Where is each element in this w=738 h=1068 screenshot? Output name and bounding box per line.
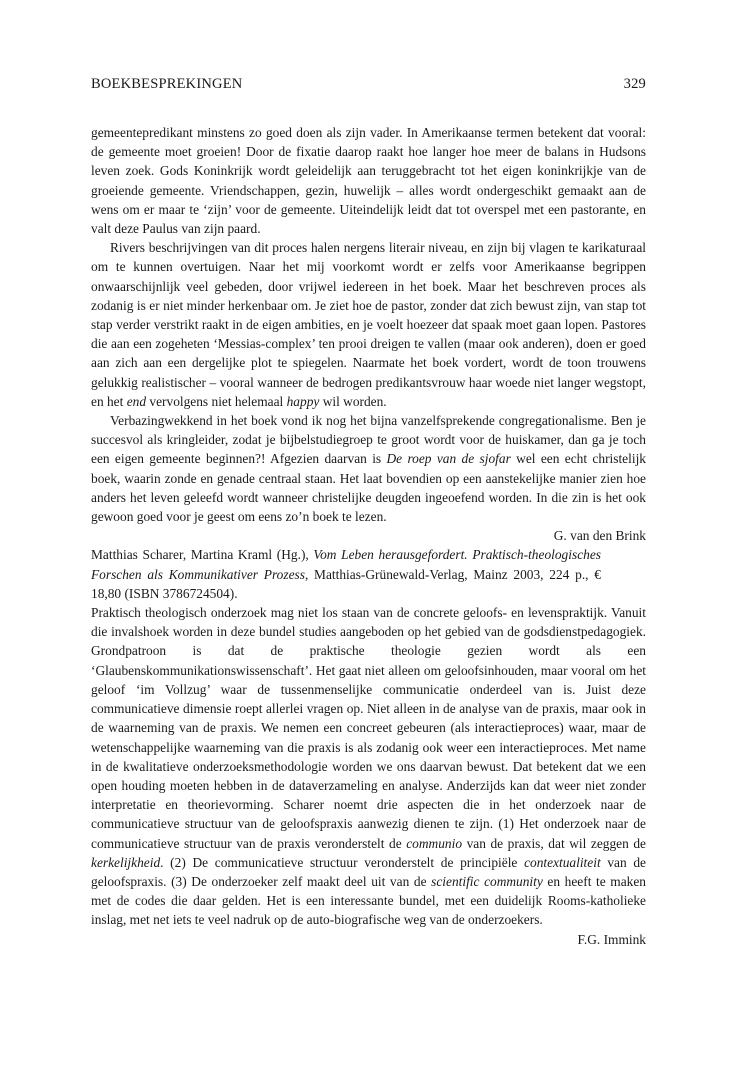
- italic-text: De roep van de sjofar: [386, 451, 511, 467]
- italic-text: end: [126, 393, 147, 409]
- italic-text: scientific community: [431, 873, 543, 889]
- page-body: [91, 123, 646, 949]
- running-header: [91, 76, 646, 96]
- text-run: vervolgens niet helemaal: [146, 393, 287, 409]
- italic-text: happy: [286, 393, 320, 409]
- review2-paragraph: [91, 603, 646, 929]
- review1-signature: G. van den Brink: [553, 528, 646, 544]
- text-run: van de geloofspraxis. (3) De onderzoeker zelf maakt deel uit van de: [91, 854, 647, 889]
- italic-text: communio: [406, 835, 463, 851]
- section-title: BOEKBESPREKINGEN: [91, 76, 243, 92]
- text-run: Rivers beschrijvingen van dit proces halen nergens literair niveau, en zijn bij vlagen te karikaturaal om te kunnen overtuigen. Naar het mij voorkomt wordt er zelfs voor Amerikaanse begrippen onwaarschijnlijk veel gebeden, door vrijwel iedereen in het boek. Maar het beschreven proces als zodanig is er niet minder herkenbaar om. Je ziet hoe de pastor, zonder dat zich bewust zijn, van stap tot stap verder verstrikt raakt in de eigen ambities, en je voelt hoezeer dat spaak moet gaan lopen. Pastores die aan een zogeheten ‘Messias-complex’ ten prooi dreigen te vallen (maar ook anderen), doen er goed aan zich aan een dergelijke plot te spiegelen. Naarmate het boek vordert, wordt de toon trouwens gelukkig realistischer – vooral wanneer de bedrogen predikantsvrouw haar woede niet langer wegstopt, en het: [91, 240, 646, 409]
- text-run: gemeentepredikant minstens zo goed doen als zijn vader. In Amerikaanse termen betekent dat vooral: de gemeente moet groeien! Door de fixatie daarop raakt hoe langer hoe meer de balans in Hudsons leven zoek. Gods Koninkrijk wordt geleidelijk aan teruggebracht tot het eigen koninkrijkje van de groeiende gemeente. Vriendschappen, gezin, huwelijk – alles wordt ondergeschikt gemaakt aan de wens om er maar te ‘zijn’ voor de gemeente. Uiteindelijk leidt dat tot overspel met een pastorante, en valt deze Paulus van zijn paard.: [91, 125, 646, 237]
- review1-paragraph-1: [91, 123, 646, 238]
- text-run: . (2) De communicatieve structuur veronderstelt de principiële: [160, 854, 525, 870]
- review1-paragraph-2: [91, 238, 646, 411]
- text-run: Matthias Scharer, Martina Kraml (Hg.),: [91, 547, 314, 563]
- review2-signature: F.G. Immink: [577, 931, 646, 947]
- page-number: 329: [623, 76, 646, 92]
- book-reference: [91, 545, 601, 603]
- italic-text: kerkelijkheid: [91, 854, 161, 870]
- text-run: van de praxis, dat wil zeggen de: [462, 835, 646, 851]
- text-run: wel een echt christelijk boek, waarin zonde en genade centraal staan. Het laat bovendien op een aanstekelijke manier zien hoe anders het leven geleefd wordt wanneer christelijke deugden ingeoefend worden. In die zin is het ook gewoon goed voor je geest om eens zo’n boek te lezen.: [91, 451, 646, 525]
- text-run: Verbazingwekkend in het boek vond ik nog het bijna vanzelfsprekende congregationalisme. Ben je succesvol als kringleider, zodat je bijbelstudiegroep te groot wordt voor de huiskamer, dan ga je toch een eigen gemeente beginnen?! Afgezien daarvan is: [91, 413, 646, 467]
- text-run: , Matthias-Grünewald-Verlag, Mainz 2003, 224 p., € 18,80 (ISBN 3786724504).: [91, 566, 601, 601]
- italic-text: Vom Leben herausgefordert. Praktisch-theologisches Forschen als Kommunikativer Prozess: [91, 547, 601, 582]
- text-run: en heeft te maken met de codes die daar gelden. Het is een interessante bundel, met een duidelijk Rooms-katholieke inslag, met net iets te veel nadruk op de auto-biografische weg van de onderzoekers.: [91, 873, 646, 928]
- text-run: Praktisch theologisch onderzoek mag niet los staan van de concrete geloofs- en levenspraktijk. Vanuit die invalshoek worden in deze bundel studies aangeboden op het gebied van de godsdienstpedagogiek. Grondpatroon is dat de praktische theologie gezien wordt als een ‘Glaubenskommunikationswissenschaft’. Het gaat niet alleen om geloofsinhouden, maar vooral om het geloof ‘im Vollzug’ waar de tussenmenselijke communicatie onderdeel van is. Juist deze communicatieve dimensie roept allerlei vragen op. Niet alleen in de analyse van de praxis, maar ook in de waarneming van de praxis. We nemen een concreet gebeuren (als interactieproces) waar, maar de wetenschappelijke waarneming van die praxis is als zodanig ook weer een interactieproces. Met name in de kwalitatieve onderzoeksmethodologie worden we ons daarvan bewust. Dat betekent dat we een open houding moeten hebben in de dataverzameling en analyse. Anderzijds kan dat weer niet zonder interpretatie en theorievorming. Scharer noemt drie aspecten die in het onderzoek naar de communicatieve structuur van de geloofspraxis aanwezig dienen te zijn. (1) Het onderzoek naar de communicatieve structuur van de praxis veronderstelt de: [91, 605, 646, 851]
- text-run: wil worden.: [319, 393, 387, 409]
- review1-paragraph-3: [91, 411, 646, 526]
- italic-text: contextualiteit: [524, 854, 601, 870]
